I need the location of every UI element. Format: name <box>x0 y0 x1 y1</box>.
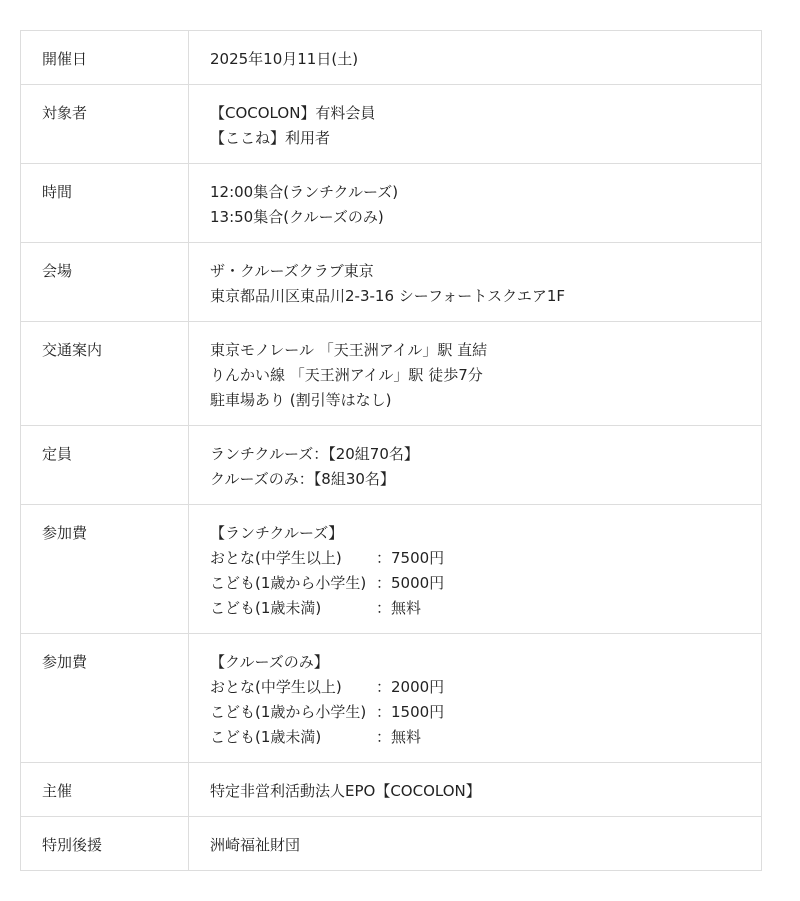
value-cell <box>189 634 762 763</box>
row-eligibility <box>21 85 762 164</box>
row-label: 会場 <box>42 262 73 280</box>
value-cell <box>189 31 762 85</box>
row-label: 開催日 <box>42 50 88 68</box>
row-time <box>21 164 762 243</box>
row-fee-cruise-only <box>21 634 762 763</box>
value-cell <box>189 322 762 426</box>
value-line: 東京モノレール 「天王洲アイル」駅 直結 <box>210 341 488 359</box>
value-cell <box>189 164 762 243</box>
fee-category: おとな(中学生以上) <box>210 678 342 696</box>
value-line: 駐車場あり (割引等はなし) <box>210 391 392 409</box>
label-cell <box>21 243 189 322</box>
row-special-sponsor <box>21 817 762 871</box>
value-line: 12:00集合(ランチクルーズ) <box>210 183 399 201</box>
fee-amount: ：1500円 <box>376 703 445 721</box>
row-capacity <box>21 426 762 505</box>
row-label: 特別後援 <box>42 836 103 854</box>
fee-amount: ：5000円 <box>376 574 445 592</box>
label-cell <box>21 817 189 871</box>
value-cell <box>189 426 762 505</box>
value-line: ザ・クルーズクラブ東京 <box>210 262 374 280</box>
label-cell <box>21 763 189 817</box>
fee-amount: ：7500円 <box>376 549 445 567</box>
row-label: 主催 <box>42 782 73 800</box>
value-line: 【COCOLON】有料会員 <box>210 104 376 122</box>
fee-category: おとな(中学生以上) <box>210 549 342 567</box>
value-line: クルーズのみ：【8組30名】 <box>210 470 395 488</box>
label-cell <box>21 634 189 763</box>
value-cell <box>189 85 762 164</box>
label-cell <box>21 322 189 426</box>
value-line: 13:50集合(クルーズのみ) <box>210 208 384 226</box>
fee-line <box>210 596 761 621</box>
row-venue <box>21 243 762 322</box>
fee-line <box>210 725 761 750</box>
row-access <box>21 322 762 426</box>
value-line: りんかい線 「天王洲アイル」駅 徒歩7分 <box>210 366 483 384</box>
label-cell <box>21 85 189 164</box>
fee-heading: 【クルーズのみ】 <box>210 653 329 671</box>
value-line: 【ここね】利用者 <box>210 129 331 147</box>
value-line: 2025年10月11日(土) <box>210 50 359 68</box>
row-label: 交通案内 <box>42 341 103 359</box>
fee-line <box>210 571 761 596</box>
row-label: 定員 <box>42 445 73 463</box>
value-cell <box>189 243 762 322</box>
value-line: 特定非営利活動法人EPO【COCOLON】 <box>210 782 481 800</box>
fee-category: こども(1歳から小学生) <box>210 703 367 721</box>
label-cell <box>21 164 189 243</box>
fee-amount: ：無料 <box>376 599 422 617</box>
value-cell <box>189 817 762 871</box>
row-fee-lunch-cruise <box>21 505 762 634</box>
fee-line <box>210 546 761 571</box>
value-line: ランチクルーズ：【20組70名】 <box>210 445 419 463</box>
row-label: 対象者 <box>42 104 88 122</box>
row-date <box>21 31 762 85</box>
row-organizer <box>21 763 762 817</box>
fee-amount: ：無料 <box>376 728 422 746</box>
fee-category: こども(1歳から小学生) <box>210 574 367 592</box>
label-cell <box>21 505 189 634</box>
value-cell <box>189 505 762 634</box>
row-label: 参加費 <box>42 653 88 671</box>
label-cell <box>21 426 189 505</box>
value-line: 東京都品川区東品川2-3-16 シーフォートスクエア1F <box>210 287 565 305</box>
row-label: 参加費 <box>42 524 88 542</box>
label-cell <box>21 31 189 85</box>
row-label: 時間 <box>42 183 73 201</box>
fee-category: こども(1歳未満) <box>210 728 322 746</box>
value-cell <box>189 763 762 817</box>
fee-line <box>210 700 761 725</box>
event-info-table <box>20 30 762 871</box>
value-line: 洲崎福祉財団 <box>210 836 301 854</box>
fee-category: こども(1歳未満) <box>210 599 322 617</box>
fee-line <box>210 675 761 700</box>
fee-amount: ：2000円 <box>376 678 445 696</box>
fee-heading: 【ランチクルーズ】 <box>210 524 344 542</box>
